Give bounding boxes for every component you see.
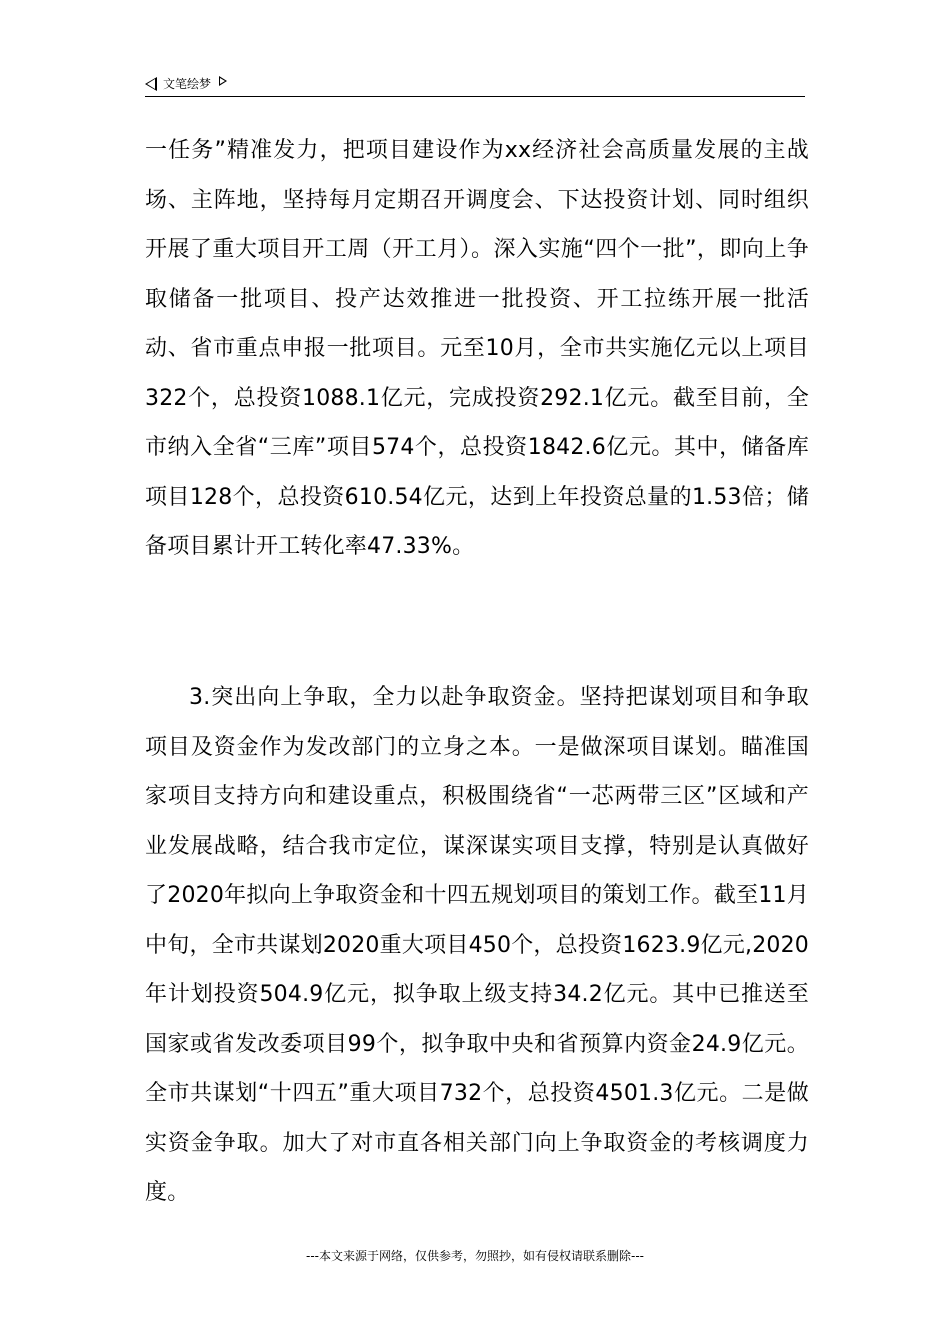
body-paragraph-1: 一任务”精准发力，把项目建设作为xx经济社会高质量发展的主战场、主阵地，坚持每月定期召开调度会、下达投资计划、同时组织开展了重大项目开工周（开工月）。深入实施“四个一批”，即向上争取储备一批项目、投产达效推进一批投资、开工拉练开展一批活动、省市重点申报一批项目。元至10月，全市共实施亿元以上项目322个，总投资1088.1亿元，完成投资292.1亿元。截至目前，全市纳入全省“三库”项目574个，总投资1842.6亿元。其中，储备库项目128个，总投资610.54亿元，达到上年投资总量的1.53倍；储备项目累计开工转化率47.33%。 [145, 138, 809, 559]
footer-disclaimer: ---本文来源于网络，仅供参考，勿照抄，如有侵权请联系删除--- [306, 1249, 644, 1263]
triangle-left-icon [145, 77, 157, 91]
body-paragraph-2: 3.突出向上争取，全力以赴争取资金。坚持把谋划项目和争取项目及资金作为发改部门的立身之本。一是做深项目谋划。瞄准国家项目支持方向和建设重点，积极围绕省“一芯两带三区”区域和产业发展战略，结合我市定位，谋深谋实项目支撑，特别是认真做好了2020年拟向上争取资金和十四五规划项目的策划工作。截至11月中旬，全市共谋划2020重大项目450个，总投资1623.9亿元,2020年计划投资504.9亿元，拟争取上级支持34.2亿元。其中已推送至国家或省发改委项目99个，拟争取中央和省预算内资金24.9亿元。全市共谋划“十四五”重大项目732个，总投资4501.3亿元。二是做实资金争取。加大了对市直各相关部门向上争取资金的考核调度力度。 [145, 685, 809, 1205]
page-header [145, 74, 805, 97]
triangle-right-icon [219, 76, 227, 86]
header-brand [145, 76, 227, 92]
header-title: 文笔绘梦 [163, 77, 212, 91]
